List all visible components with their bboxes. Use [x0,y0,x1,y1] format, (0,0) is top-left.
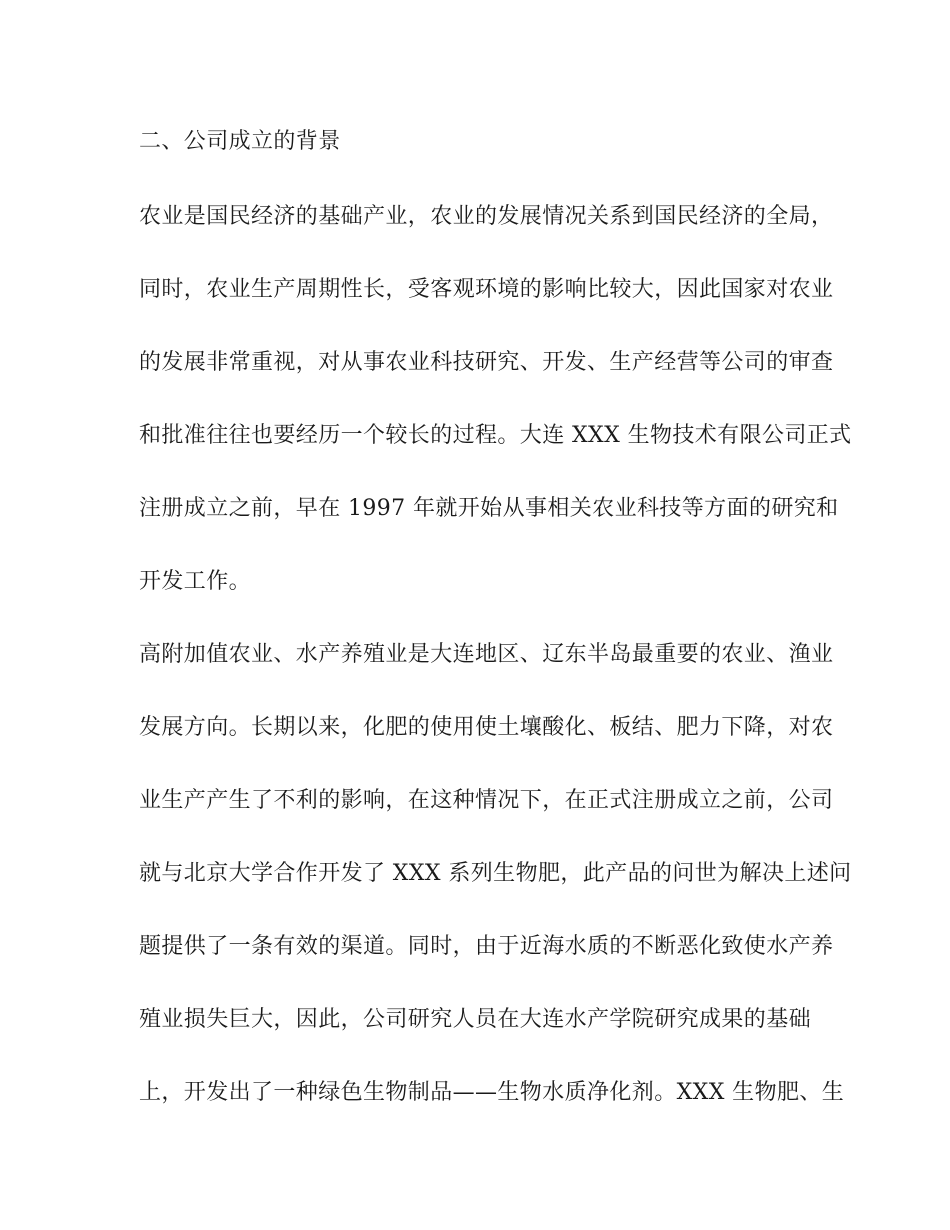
paragraph-line: 就与北京大学合作开发了 XXX 系列生物肥，此产品的问世为解决上述问 [139,861,852,886]
paragraph-line: 殖业损失巨大，因此，公司研究人员在大连水产学院研究成果的基础 [139,1007,812,1032]
paragraph-line: 发展方向。长期以来，化肥的使用使土壤酸化、板结、肥力下降，对农 [139,715,834,740]
paragraph-line: 的发展非常重视，对从事农业科技研究、开发、生产经营等公司的审查 [139,350,834,375]
paragraph-line: 开发工作。 [139,569,252,594]
paragraph-line: 同时，农业生产周期性长，受客观环境的影响比较大，因此国家对农业 [139,277,834,302]
paragraph-line: 高附加值农业、水产养殖业是大连地区、辽东半岛最重要的农业、渔业 [139,642,834,667]
section-heading: 二、公司成立的背景 [139,129,341,154]
paragraph-line: 上，开发出了一种绿色生物制品——生物水质净化剂。XXX 生物肥、生 [139,1080,845,1105]
paragraph-line: 农业是国民经济的基础产业，农业的发展情况关系到国民经济的全局， [139,204,834,229]
paragraph-line: 题提供了一条有效的渠道。同时，由于近海水质的不断恶化致使水产养 [139,934,834,959]
paragraph-line: 注册成立之前，早在 1997 年就开始从事相关农业科技等方面的研究和 [139,496,839,521]
paragraph-line: 和批准往往也要经历一个较长的过程。大连 XXX 生物技术有限公司正式 [139,423,852,448]
paragraph-line: 业生产产生了不利的影响，在这种情况下，在正式注册成立之前，公司 [139,788,834,813]
